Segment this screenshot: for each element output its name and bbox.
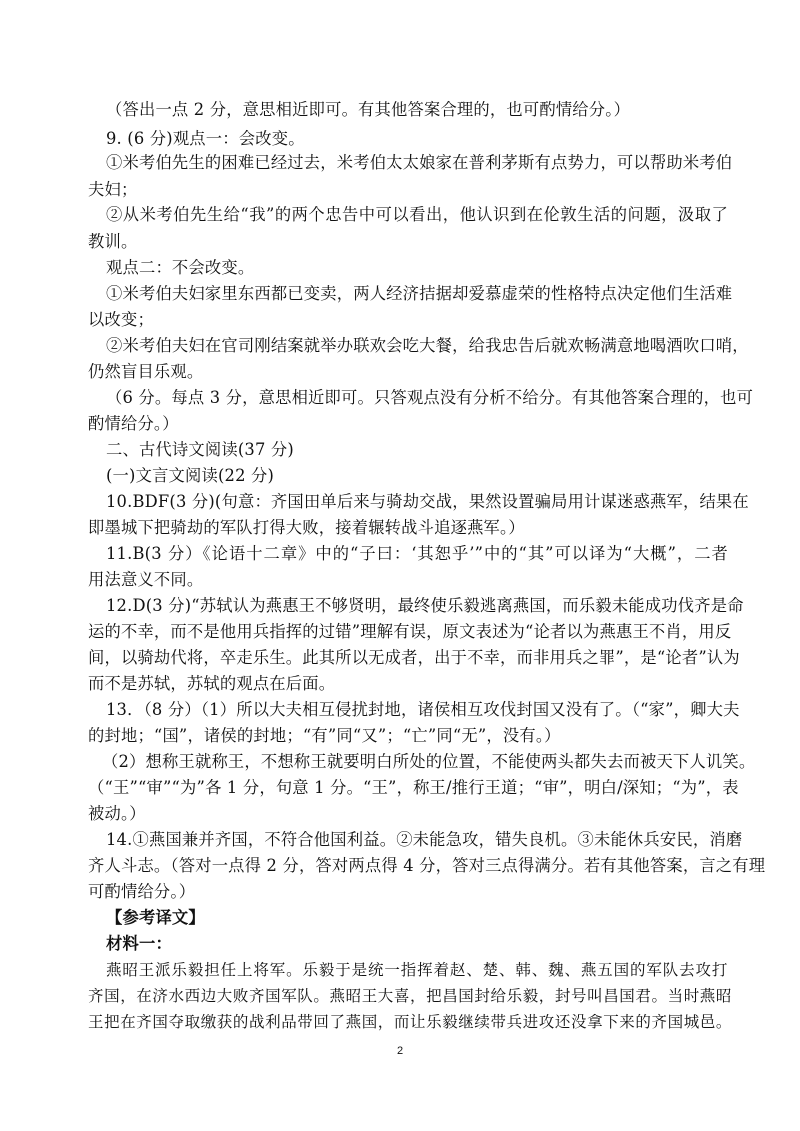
text-line: 间，以骑劫代将，卒走乐生。此其所以无成者，出于不幸，而非用兵之罪”，是“论者”认为 — [88, 648, 740, 667]
reference-translation-heading: 【参考译文】 — [106, 908, 205, 927]
text-line: 仍然盲目乐观。 — [88, 362, 204, 381]
text-line: 13．（8 分）（1）所以大夫相互侵扰封地，诸侯相互攻伐封国又没有了。（“家”，卿大夫 — [106, 700, 740, 719]
text-line: ②米考伯夫妇在官司刚结案就举办联欢会吃大餐，给我忠告后就欢畅满意地喝酒吹口哨， — [106, 336, 749, 355]
text-line: 酌情给分。） — [88, 414, 179, 433]
text-line: 10.BDF(3 分)(句意：齐国田单后来与骑劫交战，果然设置骗局用计谋迷惑燕军，结果在 — [106, 492, 749, 511]
translation-line: 王把在齐国夺取缴获的战利品带回了燕国，而让乐毅继续带兵进攻还没拿下来的齐国城邑。 — [88, 1013, 733, 1031]
text-line: 而不是苏轼，苏轼的观点在后面。 — [88, 674, 336, 693]
text-line: 用法意义不同。 — [88, 570, 204, 589]
text-line: （答出一点 2 分，意思相近即可。有其他答案合理的，也可酌情给分。） — [106, 100, 631, 119]
text-line: 运的不幸，而不是他用兵指挥的过错”理解有误，原文表述为“论者以为燕惠王不肖，用反 — [88, 622, 732, 641]
text-line: 观点二：不会改变。 — [106, 258, 255, 277]
text-line: 被动。） — [88, 804, 146, 823]
text-line: 11.B(3 分）《论语十二章》中的“子曰：‘其恕乎’”中的“其”可以译为“大概”，二者 — [106, 544, 728, 563]
page-number: 2 — [396, 1045, 404, 1057]
text-line: 可酌情给分。） — [88, 882, 196, 901]
text-line: ②从米考伯先生给“我”的两个忠告中可以看出，他认识到在伦敦生活的问题，汲取了 — [106, 205, 728, 224]
text-line: ①米考伯夫妇家里东西都已变卖，两人经济拮据却爱慕虚荣的性格特点决定他们生活难 — [106, 284, 733, 303]
text-line: 教训。 — [88, 232, 138, 251]
text-line: 齐人斗志。（答对一点得 2 分，答对两点得 4 分，答对三点得满分。若有其他答案，言之有理 — [88, 856, 766, 875]
material-one-heading: 材料一： — [106, 934, 172, 953]
text-line: 的封地；“国”，诸侯的封地；“有”同“又”；“亡”同“无”，没有。） — [88, 726, 561, 745]
text-line: （“王”“审”“为”各 1 分，句意 1 分。“王”，称王/推行王道；“审”，明白/深知；“为”，表 — [88, 778, 739, 797]
text-line: ①米考伯先生的困难已经过去，米考伯太太娘家在普利茅斯有点势力，可以帮助米考伯 — [106, 153, 733, 172]
text-line: （6 分。每点 3 分，意思相近即可。只答观点没有分析不给分。有其他答案合理的，也可 — [106, 388, 754, 407]
text-line: 以改变； — [88, 310, 154, 329]
section-heading: 二、古代诗文阅读(37 分) — [106, 440, 294, 459]
text-line: 9. (6 分)观点一：会改变。 — [106, 129, 305, 148]
text-line: 14.①燕国兼并齐国，不符合他国利益。②未能急攻，错失良机。③未能休兵安民，消磨 — [106, 830, 743, 849]
translation-line: 燕昭王派乐毅担任上将军。乐毅于是统一指挥着赵、楚、韩、魏、燕五国的军队去攻打 — [106, 961, 728, 979]
subsection-heading: (一)文言文阅读(22 分) — [106, 466, 275, 485]
text-line: （2）想称王就称王，不想称王就要明白所处的位置，不能使两头都失去而被天下人讥笑。 — [102, 752, 756, 771]
text-line: 12.D(3 分)“苏轼认为燕惠王不够贤明，最终使乐毅逃离燕国，而乐毅未能成功伐齐是命 — [106, 596, 744, 615]
text-line: 夫妇； — [88, 180, 138, 199]
translation-line: 齐国，在济水西边大败齐国军队。燕昭王大喜，把昌国封给乐毅，封号叫昌国君。当时燕昭 — [88, 987, 733, 1005]
text-line: 即墨城下把骑劫的军队打得大败，接着辗转战斗追逐燕军。） — [88, 518, 525, 537]
